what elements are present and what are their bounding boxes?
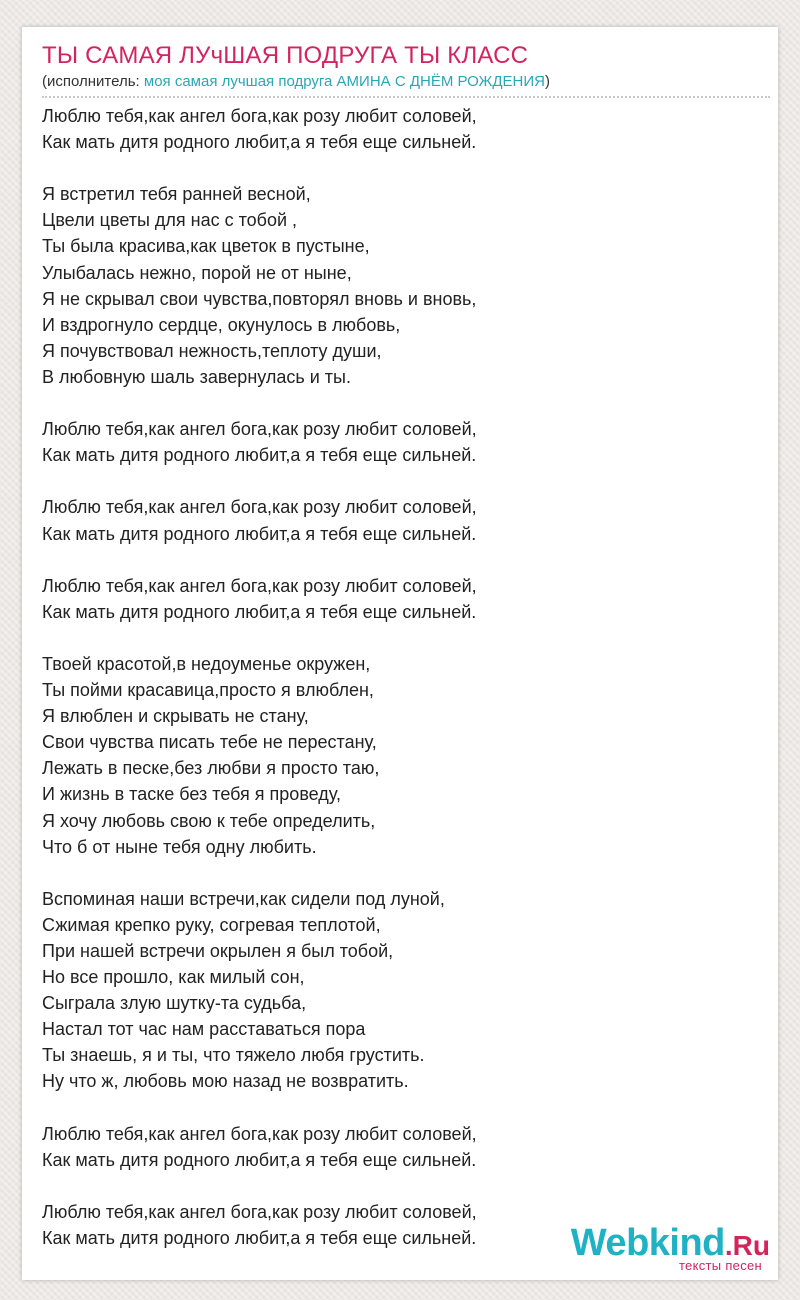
logo-tagline: тексты песен bbox=[678, 1258, 762, 1273]
lyrics-line: Твоей красотой,в недоуменье окружен, bbox=[42, 653, 371, 674]
lyrics-line: Что б от ныне тебя одну любить. bbox=[42, 836, 317, 857]
lyrics-line: В любовную шаль завернулась и ты. bbox=[42, 366, 351, 387]
lyrics-line: Как мать дитя родного любит,а я тебя еще сильней. bbox=[42, 1228, 477, 1249]
lyrics-stanza bbox=[42, 886, 768, 1095]
lyrics-line: И вздрогнуло сердце, окунулось в любовь, bbox=[42, 314, 401, 335]
lyrics-stanza bbox=[42, 416, 768, 468]
lyrics-line: Ты была красива,как цветок в пустыне, bbox=[42, 236, 370, 257]
lyrics-line: Ну что ж, любовь мою назад не возвратить. bbox=[42, 1071, 409, 1092]
site-logo[interactable] bbox=[571, 1224, 770, 1272]
lyrics-line: Улыбалась нежно, порой не от ныне, bbox=[42, 262, 352, 283]
lyrics-line: Свои чувства писать тебе не перестану, bbox=[42, 732, 377, 753]
lyrics-line: Люблю тебя,как ангел бога,как розу любит соловей, bbox=[42, 1201, 477, 1222]
lyrics-card bbox=[22, 27, 778, 1280]
lyrics-line: Я хочу любовь свою к тебе определить, bbox=[42, 810, 376, 831]
song-title: ТЫ САМАЯ ЛУчШАЯ ПОДРУГА ТЫ КЛАСС bbox=[42, 42, 529, 69]
artist-prefix: (исполнитель: bbox=[42, 73, 144, 90]
lyrics-line: Как мать дитя родного любит,а я тебя еще сильней. bbox=[42, 523, 477, 544]
lyrics-line: Я встретил тебя ранней весной, bbox=[42, 184, 311, 205]
lyrics-stanza bbox=[42, 181, 768, 390]
lyrics-stanza bbox=[42, 494, 768, 546]
lyrics-line: Но все прошло, как милый сон, bbox=[42, 967, 305, 988]
lyrics-line: Я влюблен и скрывать не стану, bbox=[42, 706, 309, 727]
header-divider bbox=[42, 96, 770, 98]
lyrics-line: Вспоминая наши встречи,как сидели под луной, bbox=[42, 888, 445, 909]
lyrics-line: Как мать дитя родного любит,а я тебя еще сильней. bbox=[42, 445, 477, 466]
lyrics-line: Лежать в песке,без любви я просто таю, bbox=[42, 758, 380, 779]
lyrics-line: Как мать дитя родного любит,а я тебя еще сильней. bbox=[42, 132, 477, 153]
artist-link[interactable]: моя самая лучшая подруга АМИНА С ДНЁМ РОЖДЕНИЯ bbox=[143, 73, 545, 90]
artist-suffix: ) bbox=[544, 73, 550, 90]
lyrics-stanza bbox=[42, 103, 768, 155]
lyrics-line: Люблю тебя,как ангел бога,как розу любит соловей, bbox=[42, 575, 477, 596]
lyrics-line: И жизнь в таске без тебя я проведу, bbox=[42, 784, 341, 805]
lyrics-line: Я почувствовал нежность,теплоту души, bbox=[42, 340, 382, 361]
lyrics-line: Люблю тебя,как ангел бога,как розу любит соловей, bbox=[42, 497, 477, 518]
logo-brand: Webkind bbox=[570, 1222, 725, 1264]
lyrics-line: Настал тот час нам расставаться пора bbox=[42, 1019, 366, 1040]
lyrics-line: Ты знаешь, я и ты, что тяжело любя грустить. bbox=[42, 1045, 425, 1066]
artist-line bbox=[42, 72, 550, 92]
lyrics-line: Сжимая крепко руку, согревая теплотой, bbox=[42, 914, 381, 935]
lyrics-line: Цвели цветы для нас с тобой , bbox=[42, 210, 298, 231]
lyrics-line: Как мать дитя родного любит,а я тебя еще сильней. bbox=[42, 601, 477, 622]
lyrics-stanza bbox=[42, 651, 768, 860]
lyrics-line: Люблю тебя,как ангел бога,как розу любит соловей, bbox=[42, 419, 477, 440]
lyrics-line: Сыграла злую шутку-та судьба, bbox=[42, 993, 307, 1014]
logo-tld: .Ru bbox=[724, 1230, 770, 1261]
lyrics-line: Люблю тебя,как ангел бога,как розу любит соловей, bbox=[42, 106, 477, 126]
lyrics-line: Я не скрывал свои чувства,повторял вновь и вновь, bbox=[42, 288, 477, 309]
lyrics-stanza bbox=[42, 1121, 768, 1173]
lyrics-stanza bbox=[42, 573, 768, 625]
lyrics-line: Как мать дитя родного любит,а я тебя еще сильней. bbox=[42, 1149, 477, 1170]
lyrics-line: Ты пойми красавица,просто я влюблен, bbox=[42, 680, 374, 701]
lyrics-line: Люблю тебя,как ангел бога,как розу любит соловей, bbox=[42, 1123, 477, 1144]
lyrics-text bbox=[42, 103, 768, 1277]
lyrics-line: При нашей встречи окрылен я был тобой, bbox=[42, 941, 394, 961]
